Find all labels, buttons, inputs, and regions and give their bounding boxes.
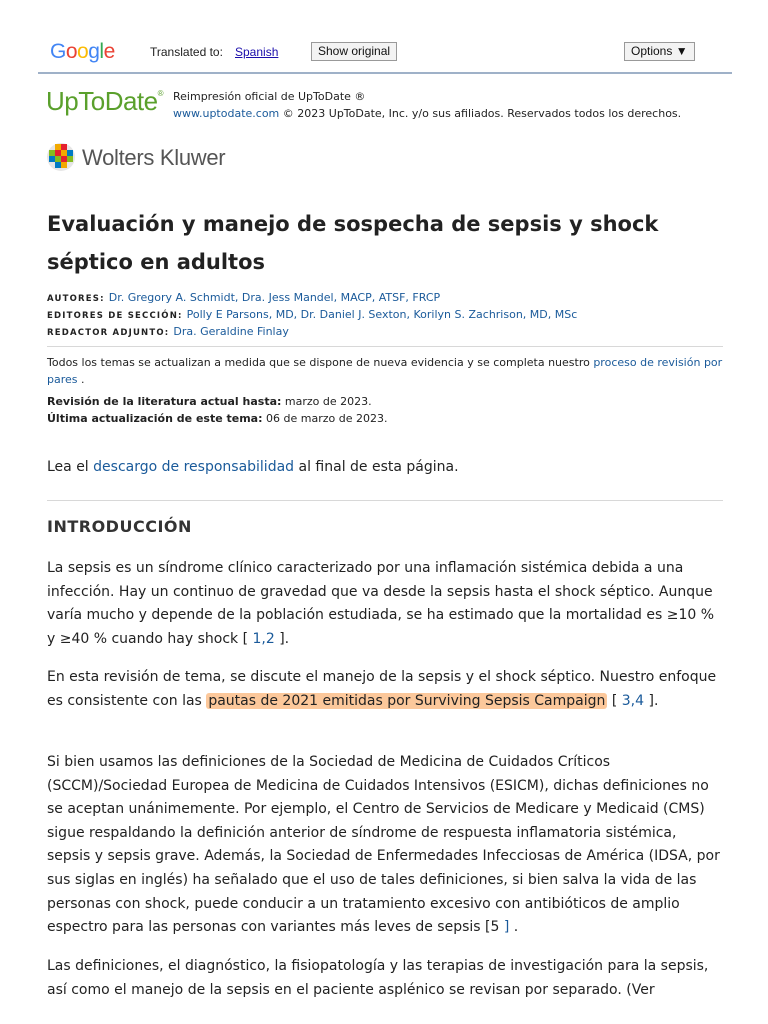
editors-label: EDITORES DE SECCIÓN:	[47, 311, 183, 321]
reference-link[interactable]: 1,2	[252, 630, 275, 647]
copyright-text: © 2023 UpToDate, Inc. y/o sus afiliados. Reservados todos los derechos.	[279, 107, 682, 120]
uptodate-logo: UpToDate®	[46, 86, 164, 116]
paragraph-2: En esta revisión de tema, se discute el manejo de la sepsis y el shock séptico. Nuestro enfoque es consistente con las pautas de 2021 emitidas por Surviving Sepsis Campaign [ 3,4 ].	[47, 669, 717, 709]
disclaimer-line: Lea el descargo de responsabilidad al final de esta página.	[47, 459, 459, 475]
editors-links[interactable]: Polly E Parsons, MD, Dr. Daniel J. Sexton, Korilyn S. Zachrison, MD, MSc	[186, 308, 578, 321]
authors-label: AUTORES:	[47, 294, 105, 304]
show-original-button[interactable]: Show original	[311, 42, 397, 61]
section-title: INTRODUCCIÓN	[47, 517, 192, 536]
reference-link[interactable]: 3,4	[621, 692, 645, 709]
guidelines-highlight[interactable]: pautas de 2021 emitidas por Surviving Sepsis Campaign	[208, 692, 606, 709]
last-update-label: Última actualización de este tema:	[47, 412, 263, 425]
paragraph-3: Si bien usamos las definiciones de la Sociedad de Medicina de Cuidados Críticos (SCCM)/Sociedad Europea de Medicina de Cuidados Intensivos (ESICM), dichas definiciones no se aceptan unánimemente. Por ejemplo, el Centro de Servicios de Medicare y Medicaid (CMS) sigue respaldando la definición anterior de síndrome de respuesta inflamatoria sistémica, sepsis y sepsis grave. Además, la Sociedad de Enfermedades Infecciosas de América (IDSA, por sus siglas en inglés) ha señalado que el uso de tales definiciones, si bien salva la vida de las personas con shock, puede conducir a un tratamiento excesivo con antibióticos de amplio espectro para las personas con variantes más leves de sepsis [5 ] .	[47, 754, 720, 936]
article-title: Evaluación y manejo de sospecha de sepsis y shock séptico en adultos	[47, 212, 659, 274]
google-logo-letter: o	[65, 40, 78, 63]
wolters-kluwer-logo	[46, 142, 226, 172]
authors-links[interactable]: Dr. Gregory A. Schmidt, Dra. Jess Mandel, MACP, ATSF, FRCP	[108, 291, 441, 304]
uptodate-site-link[interactable]: www.uptodate.com	[173, 107, 280, 120]
google-translate-bar	[38, 36, 732, 74]
translated-to-label: Translated to:	[150, 45, 223, 59]
publisher-name: Wolters Kluwer	[82, 145, 226, 170]
editors-row	[47, 307, 723, 324]
update-notice: Todos los temas se actualizan a medida que se dispone de nueva evidencia y se completa nuestro proceso de revisión por pares .	[47, 356, 723, 386]
reprint-notice	[173, 88, 681, 122]
google-logo-letter: l	[99, 40, 104, 63]
google-logo-letter: G	[50, 40, 66, 63]
peer-review-link[interactable]: proceso de revisión por pares	[47, 356, 723, 386]
wolters-kluwer-mark-icon	[46, 142, 80, 172]
paragraph-4: Las definiciones, el diagnóstico, la fisiopatología y las terapias de investigación para la sepsis, así como el manejo de la sepsis en el paciente asplénico se revisan por separado. (Ver	[47, 958, 709, 998]
paragraph-1: La sepsis es un síndrome clínico caracterizado por una inflamación sistémica debida a una infección. Hay un continuo de gravedad que va desde la sepsis hasta el shock séptico. Aunque varía mucho y depende de la población estudiada, se ha estimado que la mortalidad es ≥10 % y ≥40 % cuando hay shock [ 1,2 ].	[47, 560, 715, 647]
deputy-label: REDACTOR ADJUNTO:	[47, 328, 170, 338]
reprint-line: Reimpresión oficial de UpToDate ®	[173, 90, 366, 103]
lit-review-date: marzo de 2023.	[281, 395, 372, 408]
article-credits	[47, 290, 723, 341]
deputy-link[interactable]: Dra. Geraldine Finlay	[173, 325, 289, 338]
deputy-row	[47, 324, 723, 341]
divider	[47, 346, 723, 347]
reference-link[interactable]: ]	[499, 919, 510, 936]
authors-row	[47, 290, 723, 307]
google-logo-letter: o	[77, 40, 89, 63]
google-logo-letter: g	[88, 40, 100, 63]
lit-review-label: Revisión de la literatura actual hasta:	[47, 395, 282, 408]
google-logo[interactable]	[50, 40, 115, 64]
divider	[47, 500, 723, 501]
review-dates	[47, 393, 723, 427]
disclaimer-link[interactable]: descargo de responsabilidad	[93, 459, 295, 475]
options-button[interactable]: Options ▼	[624, 42, 695, 61]
google-logo-letter: e	[103, 40, 115, 63]
language-link[interactable]: Spanish	[235, 45, 279, 59]
last-update-date: 06 de marzo de 2023.	[262, 412, 388, 425]
